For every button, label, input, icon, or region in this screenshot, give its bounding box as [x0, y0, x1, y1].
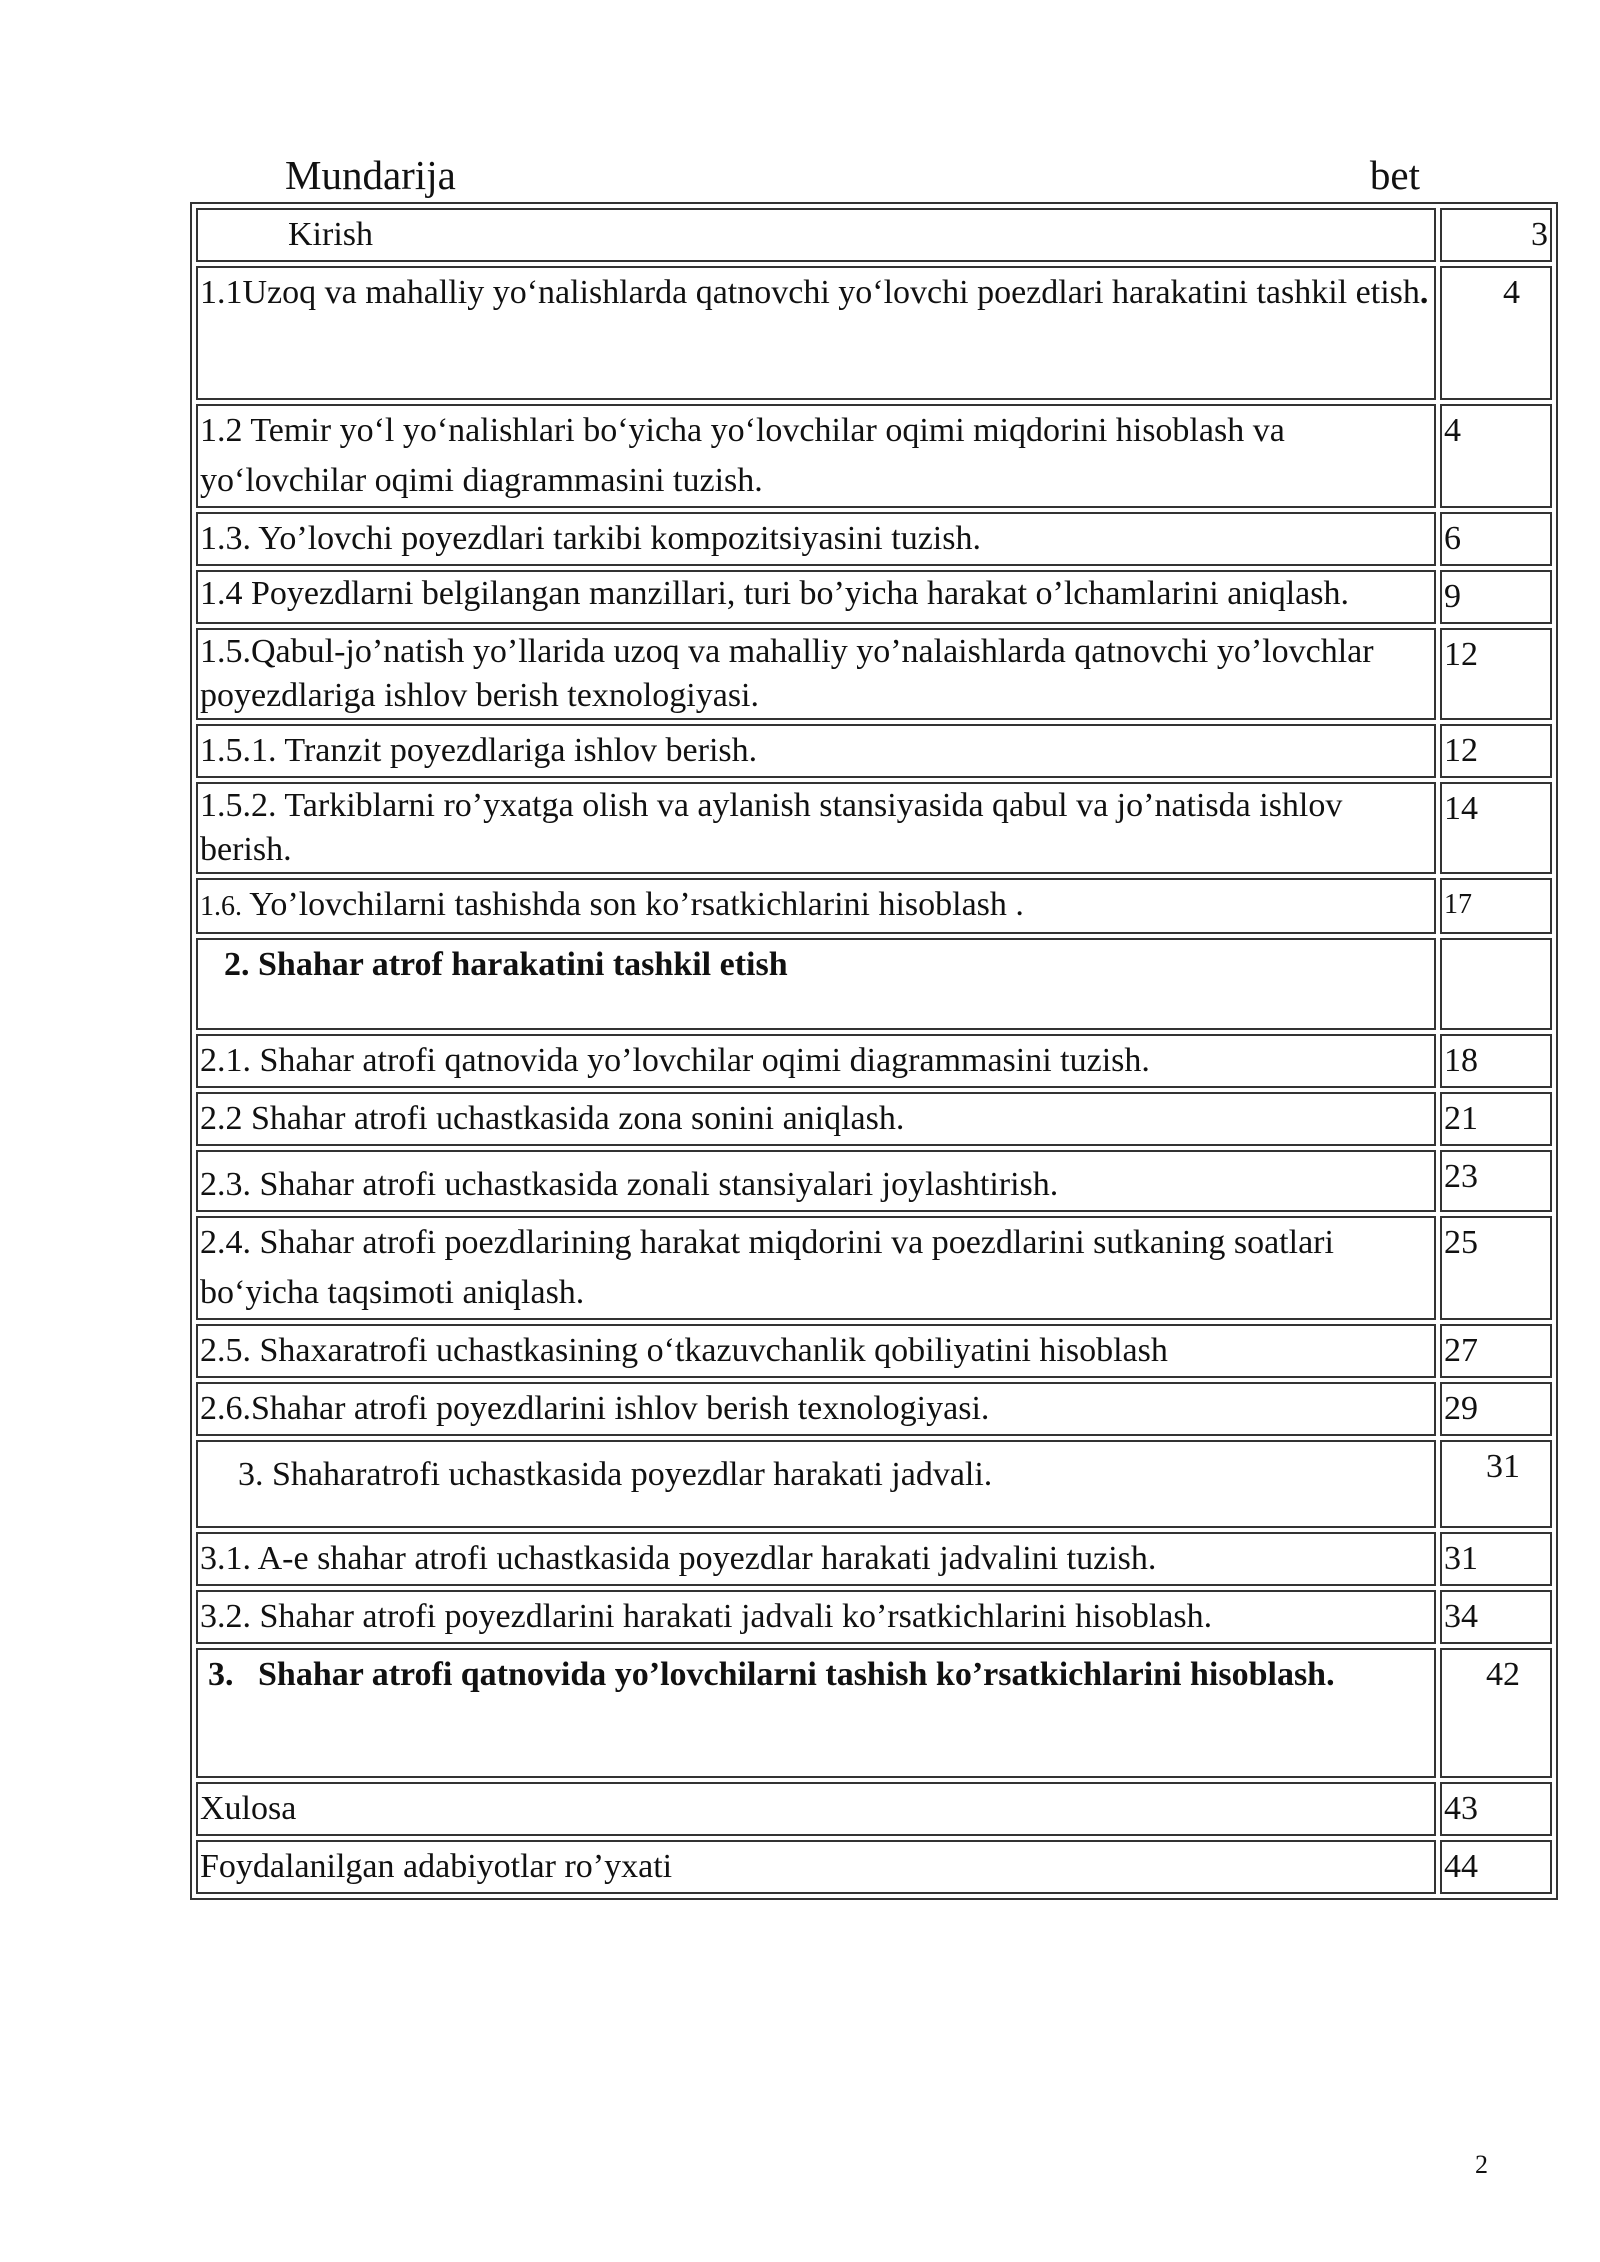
toc-row: [196, 628, 1552, 720]
toc-row: [196, 404, 1552, 508]
toc-entry-text: 2.1. Shahar atrofi qatnovida yo’lovchilar oqimi diagrammasini tuzish.: [196, 1034, 1436, 1088]
toc-section-number: 3.: [208, 1656, 234, 1693]
table-of-contents: [190, 202, 1558, 1900]
toc-entry-text: 2.2 Shahar atrofi uchastkasida zona sonini aniqlash.: [196, 1092, 1436, 1146]
toc-entry-page: 23: [1440, 1150, 1552, 1212]
toc-entry-text: 3.2. Shahar atrofi poyezdlarini harakati jadvali ko’rsatkichlarini hisoblash.: [196, 1590, 1436, 1644]
toc-entry-page: 21: [1440, 1092, 1552, 1146]
toc-entry-page: 6: [1440, 512, 1552, 566]
toc-entry-page: 25: [1440, 1216, 1552, 1320]
toc-row: [196, 1382, 1552, 1436]
toc-entry-page: 3: [1440, 208, 1552, 262]
toc-row: [196, 1840, 1552, 1894]
toc-section-heading: [196, 1648, 1436, 1778]
toc-entry-page: 4: [1440, 404, 1552, 508]
toc-entry-page: 9: [1440, 570, 1552, 624]
toc-entry-text: 3.1. A-e shahar atrofi uchastkasida poyezdlar harakati jadvalini tuzish.: [196, 1532, 1436, 1586]
toc-row: [196, 1590, 1552, 1644]
toc-row: [196, 1034, 1552, 1088]
toc-entry-text-main: 1.1Uzoq va mahalliy yo‘nalishlarda qatnovchi yo‘lovchi poezdlari harakatini tashkil etish: [200, 274, 1420, 311]
toc-entry-number: 1.6.: [200, 891, 242, 922]
toc-row: [196, 1648, 1552, 1778]
toc-row: [196, 1532, 1552, 1586]
toc-entry-page: 27: [1440, 1324, 1552, 1378]
toc-entry-page: 18: [1440, 1034, 1552, 1088]
toc-entry-page: 12: [1440, 628, 1552, 720]
toc-section-heading: 3. Shaharatrofi uchastkasida poyezdlar harakati jadvali.: [196, 1440, 1436, 1528]
toc-row: [196, 208, 1552, 262]
toc-entry-text: 2.5. Shaxaratrofi uchastkasining o‘tkazuvchanlik qobiliyatini hisoblash: [196, 1324, 1436, 1378]
toc-entry-page: 14: [1440, 782, 1552, 874]
toc-row: [196, 1440, 1552, 1528]
toc-entry-text: Foydalanilgan adabiyotlar ro’yxati: [196, 1840, 1436, 1894]
toc-row: [196, 1782, 1552, 1836]
toc-entry-text: [196, 266, 1436, 400]
toc-entry-text: 1.3. Yo’lovchi poyezdlari tarkibi kompozitsiyasini tuzish.: [196, 512, 1436, 566]
toc-entry-text: Xulosa: [196, 1782, 1436, 1836]
toc-entry-text: 1.4 Poyezdlarni belgilangan manzillari, turi bo’yicha harakat o’lchamlarini aniqlash.: [196, 570, 1436, 624]
toc-row: [196, 1216, 1552, 1320]
toc-entry-text: 1.2 Temir yo‘l yo‘nalishlari bo‘yicha yo‘lovchilar oqimi miqdorini hisoblash va yo‘lovchilar oqimi diagrammasini tuzish.: [196, 404, 1436, 508]
toc-entry-page: 29: [1440, 1382, 1552, 1436]
page-column-label: bet: [1369, 152, 1420, 198]
toc-section-heading: 2. Shahar atrof harakatini tashkil etish: [196, 938, 1436, 1030]
toc-row: [196, 1092, 1552, 1146]
toc-entry-page: 44: [1440, 1840, 1552, 1894]
toc-entry-page: 31: [1440, 1532, 1552, 1586]
toc-row: [196, 1150, 1552, 1212]
toc-heading: [190, 150, 1420, 200]
toc-row: [196, 938, 1552, 1030]
toc-entry-text: 1.5.1. Tranzit poyezdlariga ishlov berish.: [196, 724, 1436, 778]
toc-entry-text: 2.6.Shahar atrofi poyezdlarini ishlov berish texnologiyasi.: [196, 1382, 1436, 1436]
toc-row: [196, 512, 1552, 566]
toc-entry-text: 2.3. Shahar atrofi uchastkasida zonali stansiyalari joylashtirish.: [196, 1150, 1436, 1212]
toc-entry-page: 12: [1440, 724, 1552, 778]
toc-row: [196, 570, 1552, 624]
toc-row: [196, 878, 1552, 934]
toc-entry-text: 2.4. Shahar atrofi poezdlarining harakat miqdorini va poezdlarini sutkaning soatlari bo‘yicha taqsimoti aniqlash.: [196, 1216, 1436, 1320]
toc-row: [196, 782, 1552, 874]
toc-entry-page: [1440, 938, 1552, 1030]
toc-entry-text-suffix: .: [1419, 274, 1429, 311]
toc-entry-text: 1.5.Qabul-jo’natish yo’llarida uzoq va mahalliy yo’nalaishlarda qatnovchi yo’lovchlar poyezdlariga ishlov berish texnologiyasi.: [196, 628, 1436, 720]
toc-row: [196, 1324, 1552, 1378]
toc-entry-page: 31: [1440, 1440, 1552, 1528]
toc-entry-text: [196, 878, 1436, 934]
toc-entry-page: 17: [1440, 878, 1552, 934]
page-number: 2: [1475, 2150, 1488, 2179]
toc-entry-text: Kirish: [196, 208, 1436, 262]
toc-entry-page: 43: [1440, 1782, 1552, 1836]
toc-row: [196, 724, 1552, 778]
toc-title: Mundarija: [285, 152, 456, 198]
toc-entry-page: 42: [1440, 1648, 1552, 1778]
toc-row: [196, 266, 1552, 400]
toc-section-title: Shahar atrofi qatnovida yo’lovchilarni tashish ko’rsatkichlarini hisoblash.: [258, 1656, 1335, 1693]
toc-entry-page: 34: [1440, 1590, 1552, 1644]
toc-entry-text: 1.5.2. Tarkiblarni ro’yxatga olish va aylanish stansiyasida qabul va jo’natisda ishlov berish.: [196, 782, 1436, 874]
toc-entry-page: 4: [1440, 266, 1552, 400]
toc-entry-text-main: Yo’lovchilarni tashishda son ko’rsatkichlarini hisoblash .: [242, 886, 1024, 923]
